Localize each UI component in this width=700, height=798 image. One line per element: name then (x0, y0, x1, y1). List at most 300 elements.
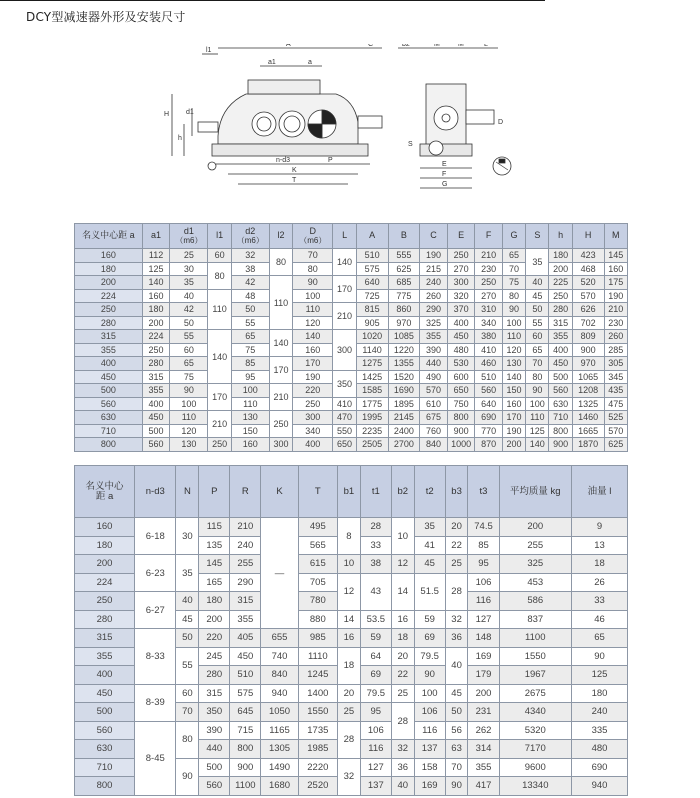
dim-label-E: E (442, 161, 447, 168)
table-cell: 8-45 (135, 721, 176, 795)
table-cell: 220 (293, 384, 333, 398)
dim-label-F: F (442, 171, 447, 178)
table-cell: 800 (549, 424, 572, 438)
table-cell: 145 (199, 555, 230, 574)
table-row-head-cell: 500 (75, 703, 135, 722)
table-cell: 8-39 (135, 684, 176, 721)
table-cell: 560 (549, 384, 572, 398)
table-cell: 6-23 (135, 555, 176, 592)
t2-col-header: N (176, 466, 199, 518)
table-cell: 70 (526, 357, 549, 371)
table-cell: 20 (338, 684, 361, 703)
table-cell: 80 (502, 289, 525, 303)
table-cell: 270 (475, 289, 503, 303)
table-cell: 42 (231, 276, 269, 290)
table-cell: 840 (261, 666, 298, 685)
table-cell: 510 (230, 666, 261, 685)
table-cell: 400 (549, 343, 572, 357)
table-cell: 200 (549, 262, 572, 276)
table-row-head-cell: 224 (75, 573, 135, 592)
table-cell: 230 (604, 316, 627, 330)
table-cell: 41 (414, 536, 445, 555)
table-cell: 55 (170, 330, 208, 344)
table-cell: 400 (447, 316, 475, 330)
table-cell: 140 (502, 370, 525, 384)
table-cell: 640 (356, 276, 388, 290)
table-cell: 325 (499, 555, 571, 574)
table-cell: 100 (170, 397, 208, 411)
dim-label-d1: d1 (186, 109, 194, 116)
table-cell: 215 (420, 262, 448, 276)
table-cell: 90 (445, 777, 468, 796)
table-cell: 7170 (499, 740, 571, 759)
table-cell: 50 (170, 316, 208, 330)
table-cell: 90 (176, 758, 199, 795)
table-cell: 260 (420, 289, 448, 303)
table-row-head-cell: 280 (75, 316, 143, 330)
table-cell: 1220 (388, 343, 420, 357)
t1-col-header: d1 （m6） (170, 224, 208, 249)
table-cell: 1100 (230, 777, 261, 796)
table-cell: 5320 (499, 721, 571, 740)
table-cell: 45 (445, 684, 468, 703)
table-row-head-cell: 315 (75, 629, 135, 648)
table-cell: 79.5 (360, 684, 391, 703)
table-cell: 900 (230, 758, 261, 777)
table-cell: 50 (526, 303, 549, 317)
table-cell: 685 (388, 276, 420, 290)
table-cell: 50 (231, 303, 269, 317)
table-cell: 675 (420, 411, 448, 425)
table-row (75, 397, 628, 411)
table-cell: 510 (475, 370, 503, 384)
table-cell: 1400 (298, 684, 337, 703)
table-row-head-cell: 500 (75, 384, 143, 398)
table-cell: 210 (230, 518, 261, 537)
table-cell: 70 (176, 703, 199, 722)
table-cell: 6-27 (135, 592, 176, 629)
table-cell: 940 (261, 684, 298, 703)
table-cell: 702 (572, 316, 604, 330)
table-cell: 116 (360, 740, 391, 759)
table-cell: 80 (526, 370, 549, 384)
table-cell: 45 (526, 289, 549, 303)
table-cell: 137 (414, 740, 445, 759)
table-row-head-cell: 450 (75, 370, 143, 384)
table-cell: 530 (447, 357, 475, 371)
table-row (75, 629, 628, 648)
table-cell: 490 (420, 370, 448, 384)
table-cell: 340 (293, 424, 333, 438)
table-row-head-cell: 160 (75, 249, 143, 263)
table-cell: 36 (391, 758, 414, 777)
table-cell: 74.5 (468, 518, 499, 537)
table-cell: 32 (391, 740, 414, 759)
t1-col-header: S (526, 224, 549, 249)
table-cell: 262 (468, 721, 499, 740)
table-cell: 125 (526, 424, 549, 438)
table-row-head-cell: 630 (75, 740, 135, 759)
table-cell: 69 (360, 666, 391, 685)
table-row (75, 249, 628, 263)
table-cell: 25 (391, 684, 414, 703)
table-cell: 285 (604, 343, 627, 357)
table-cell: 809 (572, 330, 604, 344)
table-cell: 190 (293, 370, 333, 384)
dim-label-L: L (484, 44, 488, 48)
table2-header-row (75, 466, 628, 518)
table-cell: 300 (269, 438, 292, 452)
table-cell: 110 (231, 397, 269, 411)
table-cell: 1140 (356, 343, 388, 357)
table-cell: 210 (269, 384, 292, 411)
table-cell: 25 (445, 555, 468, 574)
table-cell: 25 (170, 249, 208, 263)
table-cell: 270 (447, 262, 475, 276)
table-cell: 985 (298, 629, 337, 648)
table-row-head-cell: 710 (75, 424, 143, 438)
table-cell: 10 (338, 555, 361, 574)
table-row-head-cell: 560 (75, 721, 135, 740)
table-cell: 40 (391, 777, 414, 796)
dim-label-G: G (442, 181, 448, 188)
table-cell: 310 (475, 303, 503, 317)
t1-col-header: L (333, 224, 356, 249)
table-row (75, 370, 628, 384)
table-row-head-cell: 560 (75, 397, 143, 411)
table-row-head-cell: 224 (75, 289, 143, 303)
table-cell: 130 (170, 438, 208, 452)
table-cell: 1870 (572, 438, 604, 452)
table-cell: 1985 (298, 740, 337, 759)
table-row-head-cell: 355 (75, 343, 143, 357)
table-cell: 740 (261, 647, 298, 666)
table-cell: 940 (572, 777, 628, 796)
table-cell: 555 (388, 249, 420, 263)
table-cell: 630 (549, 397, 572, 411)
table-cell: 69 (414, 629, 445, 648)
t1-col-header: d2 （m6） (231, 224, 269, 249)
table-cell: 65 (526, 343, 549, 357)
table-cell: 800 (447, 411, 475, 425)
table-cell: 45 (176, 610, 199, 629)
table-cell: 43 (360, 573, 391, 610)
table-cell: 180 (572, 684, 628, 703)
table-cell: 158 (414, 758, 445, 777)
dim-label-S: S (408, 141, 413, 148)
top-rule (0, 0, 545, 1)
table-cell: 1895 (388, 397, 420, 411)
t2-col-header: b1 (338, 466, 361, 518)
table-cell: 390 (199, 721, 230, 740)
table-cell: 690 (475, 411, 503, 425)
table-cell: 355 (549, 330, 572, 344)
t2-col-header: R (230, 466, 261, 518)
table-cell: 575 (356, 262, 388, 276)
table-row (75, 438, 628, 452)
table-cell: 570 (572, 289, 604, 303)
table-cell: 550 (333, 424, 356, 438)
table-cell: 880 (298, 610, 337, 629)
table-cell: 750 (447, 397, 475, 411)
table-cell: 900 (549, 438, 572, 452)
table-cell: 815 (356, 303, 388, 317)
table-cell: 500 (199, 758, 230, 777)
table-cell: 450 (230, 647, 261, 666)
t2-col-header: 油量 l (572, 466, 628, 518)
table-cell: 650 (447, 384, 475, 398)
table-row-head-cell: 800 (75, 777, 135, 796)
table-cell: 2675 (499, 684, 571, 703)
table-cell: 59 (414, 610, 445, 629)
table-cell: 255 (499, 536, 571, 555)
dim-label-n-d3: n-d3 (276, 157, 291, 164)
table-cell: 1100 (499, 629, 571, 648)
t1-col-header: 名义中心距 a (75, 224, 143, 249)
table-cell: 38 (360, 555, 391, 574)
table-cell: 150 (502, 384, 525, 398)
dim-label-A: A (286, 44, 291, 48)
table-cell: 400 (142, 397, 170, 411)
table-cell: 380 (475, 330, 503, 344)
table-cell: 1050 (261, 703, 298, 722)
table-row-head-cell: 200 (75, 555, 135, 574)
table-cell: 315 (199, 684, 230, 703)
table-cell: 13 (572, 536, 628, 555)
table-cell: 210 (475, 249, 503, 263)
table-cell: 615 (298, 555, 337, 574)
dim-label-b2: b2 (402, 44, 410, 48)
table-cell: 70 (293, 249, 333, 263)
table-cell: 35 (526, 249, 549, 276)
table-cell: 165 (199, 573, 230, 592)
table-cell: 355 (420, 330, 448, 344)
table-cell: 135 (199, 536, 230, 555)
t1-col-header: a1 (142, 224, 170, 249)
table-cell: 245 (199, 647, 230, 666)
table-cell: 1020 (356, 330, 388, 344)
table-cell: 1690 (388, 384, 420, 398)
table-cell: 2220 (298, 758, 337, 777)
table-row-head-cell: 355 (75, 647, 135, 666)
t2-col-header: b3 (445, 466, 468, 518)
table-cell: 18 (391, 629, 414, 648)
table-cell: 200 (468, 684, 499, 703)
table-cell: 170 (293, 357, 333, 371)
table-cell: 148 (468, 629, 499, 648)
t1-col-header: h (549, 224, 572, 249)
table-cell: 110 (502, 330, 525, 344)
t2-col-header: T (298, 466, 337, 518)
table-cell: 260 (604, 330, 627, 344)
table-cell: 90 (502, 303, 525, 317)
table-cell: 250 (475, 276, 503, 290)
table-cell: 860 (388, 303, 420, 317)
table-cell: 6-18 (135, 518, 176, 555)
table-cell: 410 (333, 397, 356, 411)
table-cell: 410 (475, 343, 503, 357)
reducer-outline-drawing (158, 44, 546, 194)
table-cell: 1165 (261, 721, 298, 740)
table-cell: 500 (549, 370, 572, 384)
table-cell: 65 (502, 249, 525, 263)
table-cell: 900 (572, 343, 604, 357)
table-cell: 170 (333, 276, 356, 303)
table-cell: 210 (604, 303, 627, 317)
table-cell: 160 (502, 397, 525, 411)
t1-col-header: l2 (269, 224, 292, 249)
end-view-shaft (466, 110, 494, 124)
table-cell: 224 (142, 330, 170, 344)
table-cell: 10 (391, 518, 414, 555)
table-cell: 725 (356, 289, 388, 303)
table-cell: 14 (391, 573, 414, 610)
table-cell: 250 (549, 289, 572, 303)
t1-col-header: l1 (208, 224, 231, 249)
table-row (75, 303, 628, 317)
table-cell: 100 (414, 684, 445, 703)
dim-label-P: P (328, 157, 333, 164)
table-cell: 180 (199, 592, 230, 611)
table-cell: 325 (420, 316, 448, 330)
table-row (75, 721, 628, 740)
table-cell: 315 (142, 370, 170, 384)
table-row (75, 411, 628, 425)
table-cell: 130 (502, 357, 525, 371)
table-cell: 140 (526, 438, 549, 452)
table-cell: 46 (572, 610, 628, 629)
table-cell: 210 (333, 303, 356, 330)
table-cell: 170 (502, 411, 525, 425)
table-cell: 290 (420, 303, 448, 317)
table-cell: 370 (447, 303, 475, 317)
table-cell: 13340 (499, 777, 571, 796)
table-cell: 340 (475, 316, 503, 330)
table-cell: 130 (231, 411, 269, 425)
table-cell: 610 (420, 397, 448, 411)
table-cell: 63 (445, 740, 468, 759)
table-cell: 450 (142, 411, 170, 425)
table-cell: 250 (447, 249, 475, 263)
table-cell: 48 (231, 289, 269, 303)
table-cell: 780 (298, 592, 337, 611)
table-cell: 760 (420, 424, 448, 438)
table-cell: 90 (170, 384, 208, 398)
table-cell: 280 (199, 666, 230, 685)
table-cell: 435 (604, 384, 627, 398)
table-cell: 18 (338, 647, 361, 684)
table-cell: 116 (414, 721, 445, 740)
table-cell: 900 (447, 424, 475, 438)
table-cell: 125 (142, 262, 170, 276)
t1-col-header: C (420, 224, 448, 249)
table-cell: 840 (420, 438, 448, 452)
table-cell: 16 (391, 610, 414, 629)
table-cell: 90 (414, 666, 445, 685)
table-cell: 160 (604, 262, 627, 276)
table-cell: 210 (208, 411, 231, 438)
table-cell: 9600 (499, 758, 571, 777)
t2-col-header: t3 (468, 466, 499, 518)
table-cell: 40 (170, 289, 208, 303)
table-cell: 405 (230, 629, 261, 648)
table-cell: 160 (142, 289, 170, 303)
table-cell: 12 (338, 573, 361, 610)
table-cell: 225 (549, 276, 572, 290)
table-cell: 423 (572, 249, 604, 263)
table-cell: 200 (499, 518, 571, 537)
table-cell: 180 (142, 303, 170, 317)
table-cell: 1065 (572, 370, 604, 384)
table-cell: 56 (445, 721, 468, 740)
table-cell: 600 (447, 370, 475, 384)
table-cell: 350 (199, 703, 230, 722)
output-shaft (358, 116, 382, 128)
table-cell: 970 (388, 316, 420, 330)
page-title: DCY型减速器外形及安装尺寸 (26, 10, 186, 24)
dim-label-M2: M (458, 44, 464, 48)
table-cell: 231 (468, 703, 499, 722)
table-cell: 95 (231, 370, 269, 384)
t1-col-header: H (572, 224, 604, 249)
table-cell: — (261, 518, 298, 629)
table-cell: 35 (170, 276, 208, 290)
table-cell: 45 (414, 555, 445, 574)
table-cell: 30 (176, 518, 199, 555)
dim-label-C: C (368, 44, 374, 48)
table-cell: 1550 (298, 703, 337, 722)
table-row-head-cell: 315 (75, 330, 143, 344)
table-cell: 1680 (261, 777, 298, 796)
table-cell: 85 (231, 357, 269, 371)
table-cell: 16 (338, 629, 361, 648)
table-cell: 255 (230, 555, 261, 574)
table-cell: 575 (230, 684, 261, 703)
input-shaft (198, 122, 218, 132)
table-cell: 169 (468, 647, 499, 666)
table-cell: 314 (468, 740, 499, 759)
table-cell: 200 (199, 610, 230, 629)
table-cell: 100 (526, 397, 549, 411)
table-cell: 100 (231, 384, 269, 398)
table-cell: 640 (475, 397, 503, 411)
table-cell: 230 (475, 262, 503, 276)
table-cell: 112 (142, 249, 170, 263)
table-row (75, 518, 628, 537)
dim-label-K: K (292, 167, 297, 174)
table-cell: 305 (604, 357, 627, 371)
table-cell: 110 (170, 411, 208, 425)
t2-col-header: b2 (391, 466, 414, 518)
table-row (75, 684, 628, 703)
table-cell: 495 (298, 518, 337, 537)
table-cell: 1967 (499, 666, 571, 685)
table-cell: 65 (170, 357, 208, 371)
table-cell: 75 (502, 276, 525, 290)
table-cell: 2145 (388, 411, 420, 425)
dim-label-H: H (164, 111, 170, 118)
table-cell: 480 (447, 343, 475, 357)
table-cell: 175 (604, 276, 627, 290)
table-row-head-cell: 710 (75, 758, 135, 777)
t2-col-header: K (261, 466, 298, 518)
table-cell: 33 (360, 536, 391, 555)
table-cell: 53.5 (360, 610, 391, 629)
table-cell: 100 (293, 289, 333, 303)
table-cell: 26 (572, 573, 628, 592)
table-cell: 315 (230, 592, 261, 611)
table-cell: 200 (502, 438, 525, 452)
